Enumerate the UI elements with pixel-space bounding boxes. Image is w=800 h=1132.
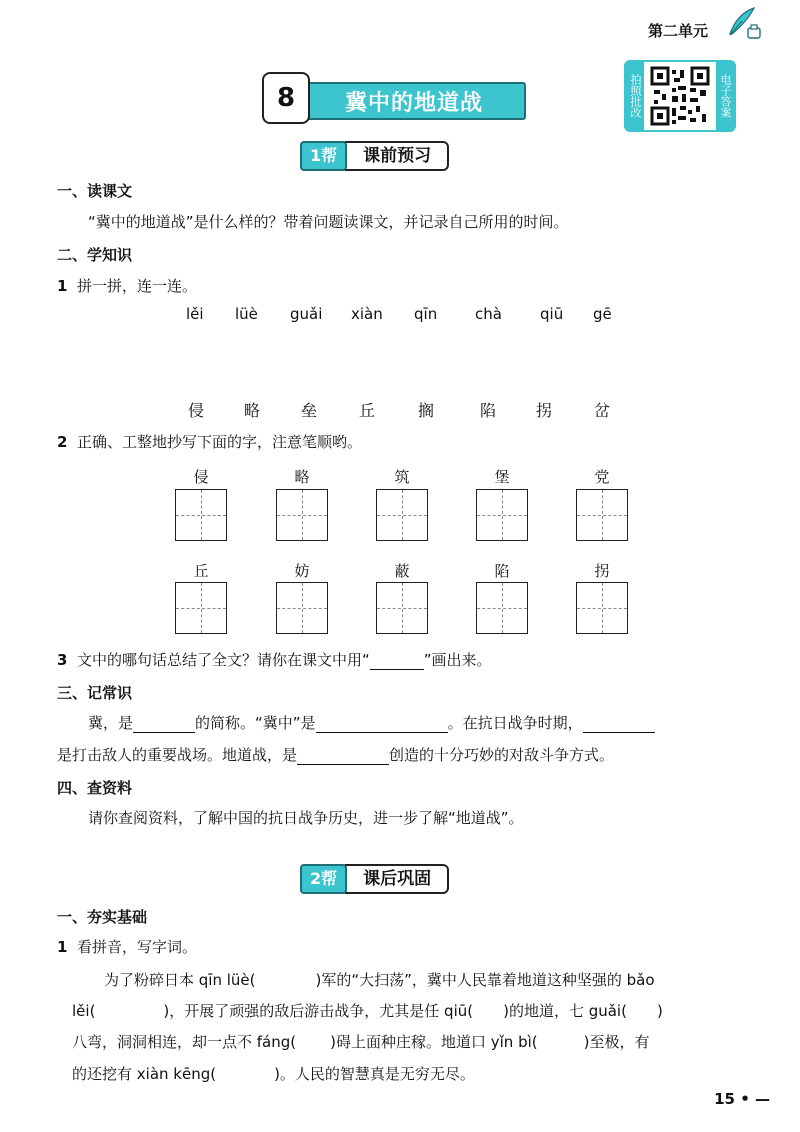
- hanzi-item[interactable]: 侵: [188, 401, 205, 420]
- qr-left-label: 拍照批改: [626, 62, 644, 130]
- grid-char-label: 侵: [193, 468, 209, 486]
- text-segment: 冀，是: [88, 714, 134, 732]
- paragraph: “冀中的地道战”是什么样的？带着问题读课文，并记录自己所用的时间。: [88, 213, 569, 231]
- lesson-title-banner: [262, 72, 524, 124]
- qr-code-panel[interactable]: [624, 60, 736, 132]
- section-heading: 二、学知识: [57, 246, 133, 264]
- qr-right-label: 电子答案: [716, 62, 734, 130]
- section-heading: 一、夯实基础: [57, 908, 148, 926]
- text-segment: 的简称。“冀中”是: [195, 714, 316, 732]
- hanzi-item[interactable]: 略: [244, 401, 261, 420]
- question-text: ”画出来。: [423, 651, 492, 669]
- writing-grid-cell[interactable]: [576, 582, 628, 634]
- text-segment: )的地道，七 guǎi(: [503, 1002, 627, 1020]
- text-segment: 八弯，洞洞相连，却一点不 fáng(: [72, 1033, 297, 1051]
- text-segment: 。在抗日战争时期，: [447, 714, 583, 732]
- grid-char-label: 拐: [594, 562, 610, 580]
- hanzi-item[interactable]: 岔: [594, 401, 611, 420]
- hanzi-item[interactable]: 搁: [418, 401, 435, 420]
- question-2: [57, 432, 362, 452]
- text-segment: ): [656, 1002, 663, 1020]
- answer-blank[interactable]: [133, 716, 195, 733]
- answer-blank[interactable]: [316, 716, 448, 733]
- grid-char-label: 妨: [294, 562, 310, 580]
- grid-char-label: 筑: [394, 468, 410, 486]
- answer-blank[interactable]: [370, 653, 424, 670]
- text-segment: )军的“大扫荡”，冀中人民靠着地道这种坚强的 bǎo: [315, 971, 655, 989]
- writing-grid-cell[interactable]: [476, 489, 528, 541]
- hanzi-item[interactable]: 拐: [536, 401, 553, 420]
- question-text: 看拼音，写字词。: [76, 938, 197, 956]
- part1-badge: [300, 143, 449, 169]
- pinyin-item[interactable]: qīn: [414, 305, 438, 323]
- writing-grid-cell[interactable]: [175, 582, 227, 634]
- text-segment: )至极，有: [583, 1033, 650, 1051]
- qr-code-icon[interactable]: [650, 66, 710, 126]
- question-number: 1: [57, 938, 68, 956]
- answer-blank[interactable]: [297, 748, 389, 765]
- writing-grid-cell[interactable]: [476, 582, 528, 634]
- hanzi-item[interactable]: 丘: [359, 401, 376, 420]
- fill-line: [88, 713, 655, 733]
- question-number: 2: [57, 433, 68, 451]
- writing-grid-cell[interactable]: [276, 582, 328, 634]
- lesson-title: 冀中的地道战: [302, 82, 526, 120]
- hanzi-item[interactable]: 陷: [480, 401, 497, 420]
- pinyin-item[interactable]: lěi: [186, 305, 204, 323]
- unit-label: 第二单元: [648, 22, 709, 40]
- passage-line: [72, 1064, 475, 1084]
- lesson-number: 8: [262, 72, 310, 124]
- grid-char-label: 党: [594, 468, 610, 486]
- writing-grid-cell[interactable]: [376, 582, 428, 634]
- part1-badge-title: 课前预习: [345, 141, 449, 171]
- question-number: 1: [57, 277, 68, 295]
- paragraph: 请你查阅资料，了解中国的抗日战争历史，进一步了解“地道战”。: [88, 809, 524, 827]
- text-segment: )碍上面种庄稼。地道口 yǐn bì(: [330, 1033, 538, 1051]
- text-segment: )，开展了顽强的敌后游击战争，尤其是任 qiū(: [163, 1002, 474, 1020]
- text-segment: )。人民的智慧真是无穷无尽。: [274, 1065, 475, 1083]
- question-number: 3: [57, 651, 68, 669]
- question-text: 正确、工整地抄写下面的字，注意笔顺哟。: [76, 433, 362, 451]
- passage-line: [72, 1001, 663, 1021]
- question-text: 拼一拼，连一连。: [76, 277, 197, 295]
- passage-line: [104, 970, 655, 990]
- pinyin-item[interactable]: chà: [475, 305, 502, 323]
- part2-badge-title: 课后巩固: [345, 864, 449, 894]
- question-1: [57, 276, 197, 296]
- grid-char-label: 略: [294, 468, 310, 486]
- section-heading: 四、查资料: [57, 779, 133, 797]
- writing-grid-cell[interactable]: [576, 489, 628, 541]
- grid-char-label: 蔽: [394, 562, 410, 580]
- writing-grid-cell[interactable]: [276, 489, 328, 541]
- section-heading: 一、读课文: [57, 182, 133, 200]
- question-3: [57, 650, 492, 670]
- fill-line: [57, 745, 614, 765]
- pinyin-item[interactable]: gē: [593, 305, 612, 323]
- pinyin-item[interactable]: xiàn: [351, 305, 383, 323]
- section-heading: 三、记常识: [57, 684, 133, 702]
- text-segment: lěi(: [72, 1002, 96, 1020]
- writing-grid-cell[interactable]: [175, 489, 227, 541]
- text-segment: 为了粉碎日本 qīn lüè(: [104, 971, 256, 989]
- grid-char-label: 丘: [193, 562, 209, 580]
- text-segment: 是打击敌人的重要战场。地道战，是: [57, 746, 298, 764]
- part2-badge-number: 2帮: [300, 864, 347, 894]
- part2-badge: [300, 866, 449, 892]
- question-1: [57, 937, 197, 957]
- part1-badge-number: 1帮: [300, 141, 347, 171]
- pinyin-item[interactable]: qiū: [540, 305, 564, 323]
- page-number: 15 • —: [714, 1090, 770, 1108]
- answer-blank[interactable]: [583, 716, 655, 733]
- text-segment: 创造的十分巧妙的对敌斗争方式。: [389, 746, 615, 764]
- grid-char-label: 陷: [494, 562, 510, 580]
- quill-inkpot-icon: [724, 4, 764, 40]
- grid-char-label: 堡: [494, 468, 510, 486]
- hanzi-item[interactable]: 垒: [301, 401, 318, 420]
- pinyin-item[interactable]: lüè: [235, 305, 258, 323]
- pinyin-item[interactable]: guǎi: [290, 305, 323, 323]
- passage-line: [72, 1032, 649, 1052]
- question-text: 文中的哪句话总结了全文？请你在课文中用“: [76, 651, 370, 669]
- writing-grid-cell[interactable]: [376, 489, 428, 541]
- text-segment: 的还挖有 xiàn kēng(: [72, 1065, 217, 1083]
